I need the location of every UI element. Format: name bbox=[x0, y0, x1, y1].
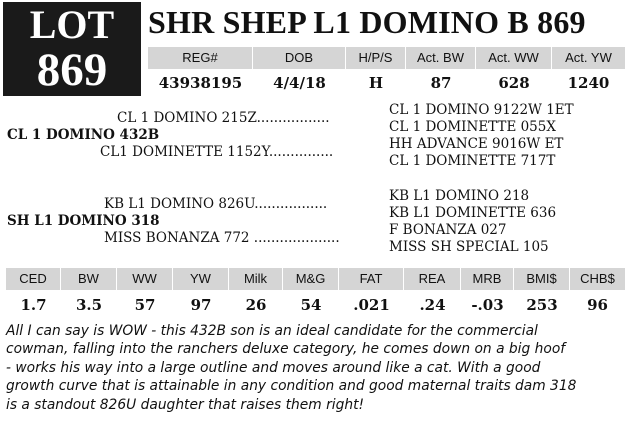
rea-header: REA bbox=[404, 268, 461, 290]
description-line: cowman, falling into the ranchers deluxe category, he comes down on a big hoof bbox=[6, 341, 566, 358]
dam-name: SH L1 DOMINO 318 bbox=[7, 213, 160, 229]
description-line: All I can say is WOW - this 432B son is an ideal candidate for the commercial bbox=[6, 323, 538, 339]
mg-header: M&G bbox=[283, 268, 339, 290]
ww-value: 57 bbox=[134, 296, 156, 314]
bw-value: 3.5 bbox=[75, 296, 103, 314]
sire-dam-dam: CL 1 DOMINETTE 717T bbox=[389, 153, 556, 169]
mg-value: 54 bbox=[300, 296, 322, 314]
ced-header: CED bbox=[6, 268, 61, 290]
description-line: growth curve that is attainable in any condition and good maternal traits dam 318 bbox=[6, 378, 577, 395]
act-ww-value: 628 bbox=[498, 74, 530, 92]
milk-value: 26 bbox=[245, 296, 267, 314]
sire-sire-sire: CL 1 DOMINO 9122W 1ET bbox=[389, 102, 574, 118]
yw-value: 97 bbox=[190, 296, 212, 314]
dob-value: 4/4/18 bbox=[273, 74, 326, 92]
reg-header: REG# bbox=[148, 47, 253, 69]
sire-sire-dam: CL 1 DOMINETTE 055X bbox=[389, 119, 556, 135]
description-line: is a standout 826U daughter that raises them right! bbox=[6, 396, 365, 413]
chb-value: 96 bbox=[587, 296, 608, 314]
bw-header: BW bbox=[61, 268, 117, 290]
act-yw-header: Act. YW bbox=[552, 47, 625, 69]
act-bw-value: 87 bbox=[430, 74, 452, 92]
bmi-header: BMI$ bbox=[514, 268, 570, 290]
description-line: - works his way into a large outline and moves around like a cat. With a good bbox=[6, 359, 541, 376]
hps-header: H/P/S bbox=[346, 47, 406, 69]
ww-header: WW bbox=[117, 268, 173, 290]
dam-sire: KB L1 DOMINO 826U................. bbox=[104, 196, 328, 212]
chb-header: CHB$ bbox=[570, 268, 625, 290]
bmi-value: 253 bbox=[526, 296, 558, 314]
lot-number: 869 bbox=[36, 44, 108, 96]
dam-dam-sire: F BONANZA 027 bbox=[389, 222, 507, 238]
yw-header: YW bbox=[173, 268, 229, 290]
milk-header: Milk bbox=[229, 268, 283, 290]
dam-dam-dam: MISS SH SPECIAL 105 bbox=[389, 239, 549, 255]
act-ww-header: Act. WW bbox=[476, 47, 552, 69]
fat-header: FAT bbox=[339, 268, 404, 290]
dam-sire-dam: KB L1 DOMINETTE 636 bbox=[389, 205, 557, 221]
fat-value: .021 bbox=[353, 296, 390, 314]
mrb-header: MRB bbox=[461, 268, 514, 290]
ced-value: 1.7 bbox=[20, 296, 47, 314]
sire-dam: CL1 DOMINETTE 1152Y............... bbox=[100, 144, 334, 160]
animal-name: SHR SHEP L1 DOMINO B 869 bbox=[148, 4, 586, 40]
act-bw-header: Act. BW bbox=[406, 47, 476, 69]
dam-dam: MISS BONANZA 772 .................... bbox=[104, 230, 340, 246]
lot-description bbox=[6, 322, 628, 414]
act-yw-value: 1240 bbox=[567, 74, 610, 92]
lot-label: LOT bbox=[29, 2, 115, 47]
dam-sire-sire: KB L1 DOMINO 218 bbox=[389, 188, 530, 204]
rea-value: .24 bbox=[419, 296, 446, 314]
reg-value: 43938195 bbox=[158, 74, 243, 92]
sire-sire: CL 1 DOMINO 215Z................. bbox=[117, 110, 330, 126]
sire-name: CL 1 DOMINO 432B bbox=[7, 127, 160, 143]
sire-dam-sire: HH ADVANCE 9016W ET bbox=[389, 136, 564, 152]
hps-value: H bbox=[368, 74, 384, 92]
lot-badge bbox=[3, 2, 141, 96]
dob-header: DOB bbox=[253, 47, 346, 69]
mrb-value: -.03 bbox=[471, 296, 504, 314]
